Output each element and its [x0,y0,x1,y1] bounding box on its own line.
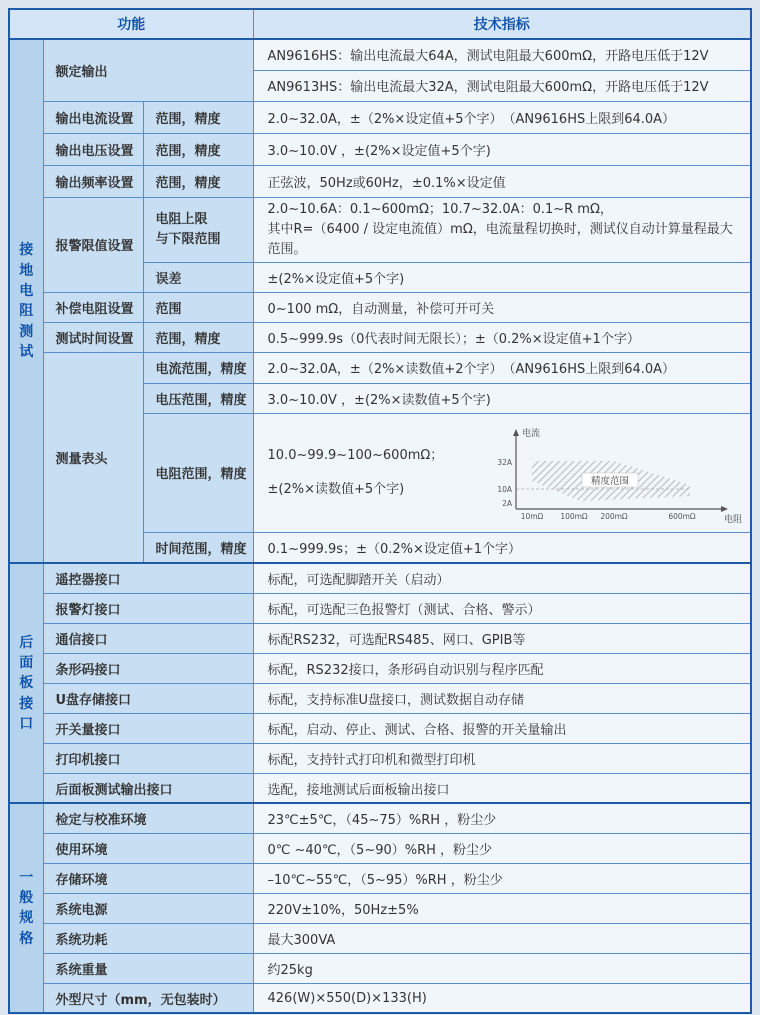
spec-value-cell: ±(2%×设定值+5个字) [253,262,751,292]
function-label-cell: 输出电压设置 [43,133,143,165]
function-label-cell: 系统功耗 [43,923,253,953]
table-row [9,39,751,70]
table-header-row [9,9,751,39]
x-tick: 10mΩ [520,511,544,521]
y-tick: 32A [497,457,512,467]
table-row [9,623,751,653]
function-label-cell: 存储环境 [43,863,253,893]
spec-value-cell: 最大300VA [253,923,751,953]
sub-label-cell: 范围，精度 [143,322,253,352]
table-row [9,893,751,923]
spec-value-cell: 2.0~32.0A，±（2%×设定值+5个字） （AN9616HS上限到64.0A） [253,101,751,133]
y-tick: 2A [502,498,512,508]
spec-value-cell: 0℃ ~40℃，（5~90）%RH ，粉尘少 [253,833,751,863]
x-axis-arrow-icon [721,506,728,512]
function-label-cell: 后面板测试输出接口 [43,773,253,803]
sub-label-line: 与下限范围 [155,231,221,247]
section-label-ground-test: 接地电阻测试 [9,39,43,563]
sub-label-cell: 电阻范围，精度 [143,413,253,532]
function-label-cell: U盘存储接口 [43,683,253,713]
sub-label-cell: 范围 [143,292,253,322]
spec-value-cell: 23℃±5℃，（45~75）%RH ，粉尘少 [253,803,751,833]
table-row [9,863,751,893]
function-label-cell: 检定与校准环境 [43,803,253,833]
table-row [9,743,751,773]
table-row [9,803,751,833]
spec-value-cell: AN9616HS：输出电流最大64A，测试电阻最大600mΩ，开路电压低于12V [253,39,751,70]
function-label-cell: 遥控器接口 [43,563,253,593]
function-label-cell: 测试时间设置 [43,322,143,352]
spec-value-cell: 0.5~999.9s（0代表时间无限长）；±（0.2%×设定值+1个字） [253,322,751,352]
table-row [9,833,751,863]
spec-value-cell: 220V±10%，50Hz±5% [253,893,751,923]
y-tick: 10A [497,484,512,494]
spec-value-cell: AN9613HS：输出电流最大32A，测试电阻最大600mΩ，开路电压低于12V [253,70,751,101]
spec-value-cell: 标配，RS232接口，条形码自动识别与程序匹配 [253,653,751,683]
table-row [9,683,751,713]
function-label-cell: 外型尺寸（mm，无包装时） [43,983,253,1013]
table-row [9,133,751,165]
header-spec: 技术指标 [253,9,751,39]
spec-value-cell: 0~100 mΩ，自动测量，补偿可开可关 [253,292,751,322]
table-row [9,322,751,352]
function-label-cell: 通信接口 [43,623,253,653]
spec-value-cell [253,413,751,532]
table-row [9,983,751,1013]
header-function: 功能 [9,9,253,39]
region-label: 精度范围 [590,475,630,487]
section-label-rear-panel: 后面板接口 [9,563,43,803]
function-label-cell: 补偿电阻设置 [43,292,143,322]
x-tick: 600mΩ [668,511,696,521]
sub-label-cell: 误差 [143,262,253,292]
function-label-cell: 条形码接口 [43,653,253,683]
accuracy-range-chart [484,423,742,523]
function-label-cell: 开关量接口 [43,713,253,743]
function-label-cell: 使用环境 [43,833,253,863]
table-row [9,197,751,262]
table-row [9,653,751,683]
sub-label-cell: 范围，精度 [143,133,253,165]
function-label-cell: 测量表头 [43,352,143,563]
spec-value-cell [253,197,751,262]
x-tick: 100mΩ [560,511,588,521]
spec-value-cell: 标配，支持针式打印机和微型打印机 [253,743,751,773]
sub-label-cell: 电压范围，精度 [143,383,253,413]
spec-value-cell: 正弦波，50Hz或60Hz，±0.1%×设定值 [253,165,751,197]
function-label-cell: 额定输出 [43,39,253,101]
x-axis-title: 电阻 [724,514,742,523]
table-row [9,292,751,322]
spec-value-line: 其中R=（6400 / 设定电流值）mΩ，电流量程切换时，测试仪自动计算量程最大范围。 [267,221,733,257]
function-label-cell: 报警灯接口 [43,593,253,623]
function-label-cell: 输出频率设置 [43,165,143,197]
function-label-cell: 系统电源 [43,893,253,923]
sub-label-cell [143,197,253,262]
sub-label-line: 电阻上限 [155,211,208,227]
function-label-cell: 输出电流设置 [43,101,143,133]
function-label-cell: 系统重量 [43,953,253,983]
table-row [9,352,751,383]
table-row [9,101,751,133]
table-row [9,773,751,803]
table-row [9,593,751,623]
sub-label-cell: 范围，精度 [143,165,253,197]
spec-value-cell: 0.1~999.9s；±（0.2%×设定值+1个字） [253,532,751,563]
sub-label-cell: 电流范围，精度 [143,352,253,383]
spec-value-cell: 约25kg [253,953,751,983]
spec-value-cell: 2.0~32.0A，±（2%×读数值+2个字） （AN9616HS上限到64.0A） [253,352,751,383]
function-label-cell: 打印机接口 [43,743,253,773]
table-row [9,953,751,983]
spec-value-cell: 标配RS232，可选配RS485、网口、GPIB等 [253,623,751,653]
spec-value-cell: 标配，启动、停止、测试、合格、报警的开关量输出 [253,713,751,743]
table-row [9,923,751,953]
spec-value-cell: 标配，可选配三色报警灯（测试、合格、警示） [253,593,751,623]
spec-value-cell: 426(W)×550(D)×133(H) [253,983,751,1013]
x-tick: 200mΩ [600,511,628,521]
spec-value-cell: 3.0~10.0V ，±(2%×设定值+5个字) [253,133,751,165]
y-axis-title: 电流 [522,428,541,439]
spec-value-cell: 标配，可选配脚踏开关（启动） [253,563,751,593]
function-label-cell: 报警限值设置 [43,197,143,292]
sub-label-cell: 范围，精度 [143,101,253,133]
sub-label-cell: 时间范围，精度 [143,532,253,563]
spec-table [8,8,752,1014]
spec-value-cell: 3.0~10.0V ，±(2%×读数值+5个字) [253,383,751,413]
spec-value-line: ±(2%×读数值+5个字) [267,481,405,497]
spec-value-cell: –10℃~55℃，（5~95）%RH ，粉尘少 [253,863,751,893]
section-label-general: 一般规格 [9,803,43,1013]
spec-value-line: 2.0~10.6A：0.1~600mΩ；10.7~32.0A：0.1~R mΩ， [267,201,613,217]
table-row [9,563,751,593]
table-row [9,713,751,743]
spec-value-cell: 标配，支持标准U盘接口，测试数据自动存储 [253,683,751,713]
spec-value-line: 10.0~99.9~100~600mΩ； [267,447,444,463]
table-row [9,165,751,197]
y-axis-arrow-icon [513,429,519,436]
spec-value-cell: 选配，接地测试后面板输出接口 [253,773,751,803]
